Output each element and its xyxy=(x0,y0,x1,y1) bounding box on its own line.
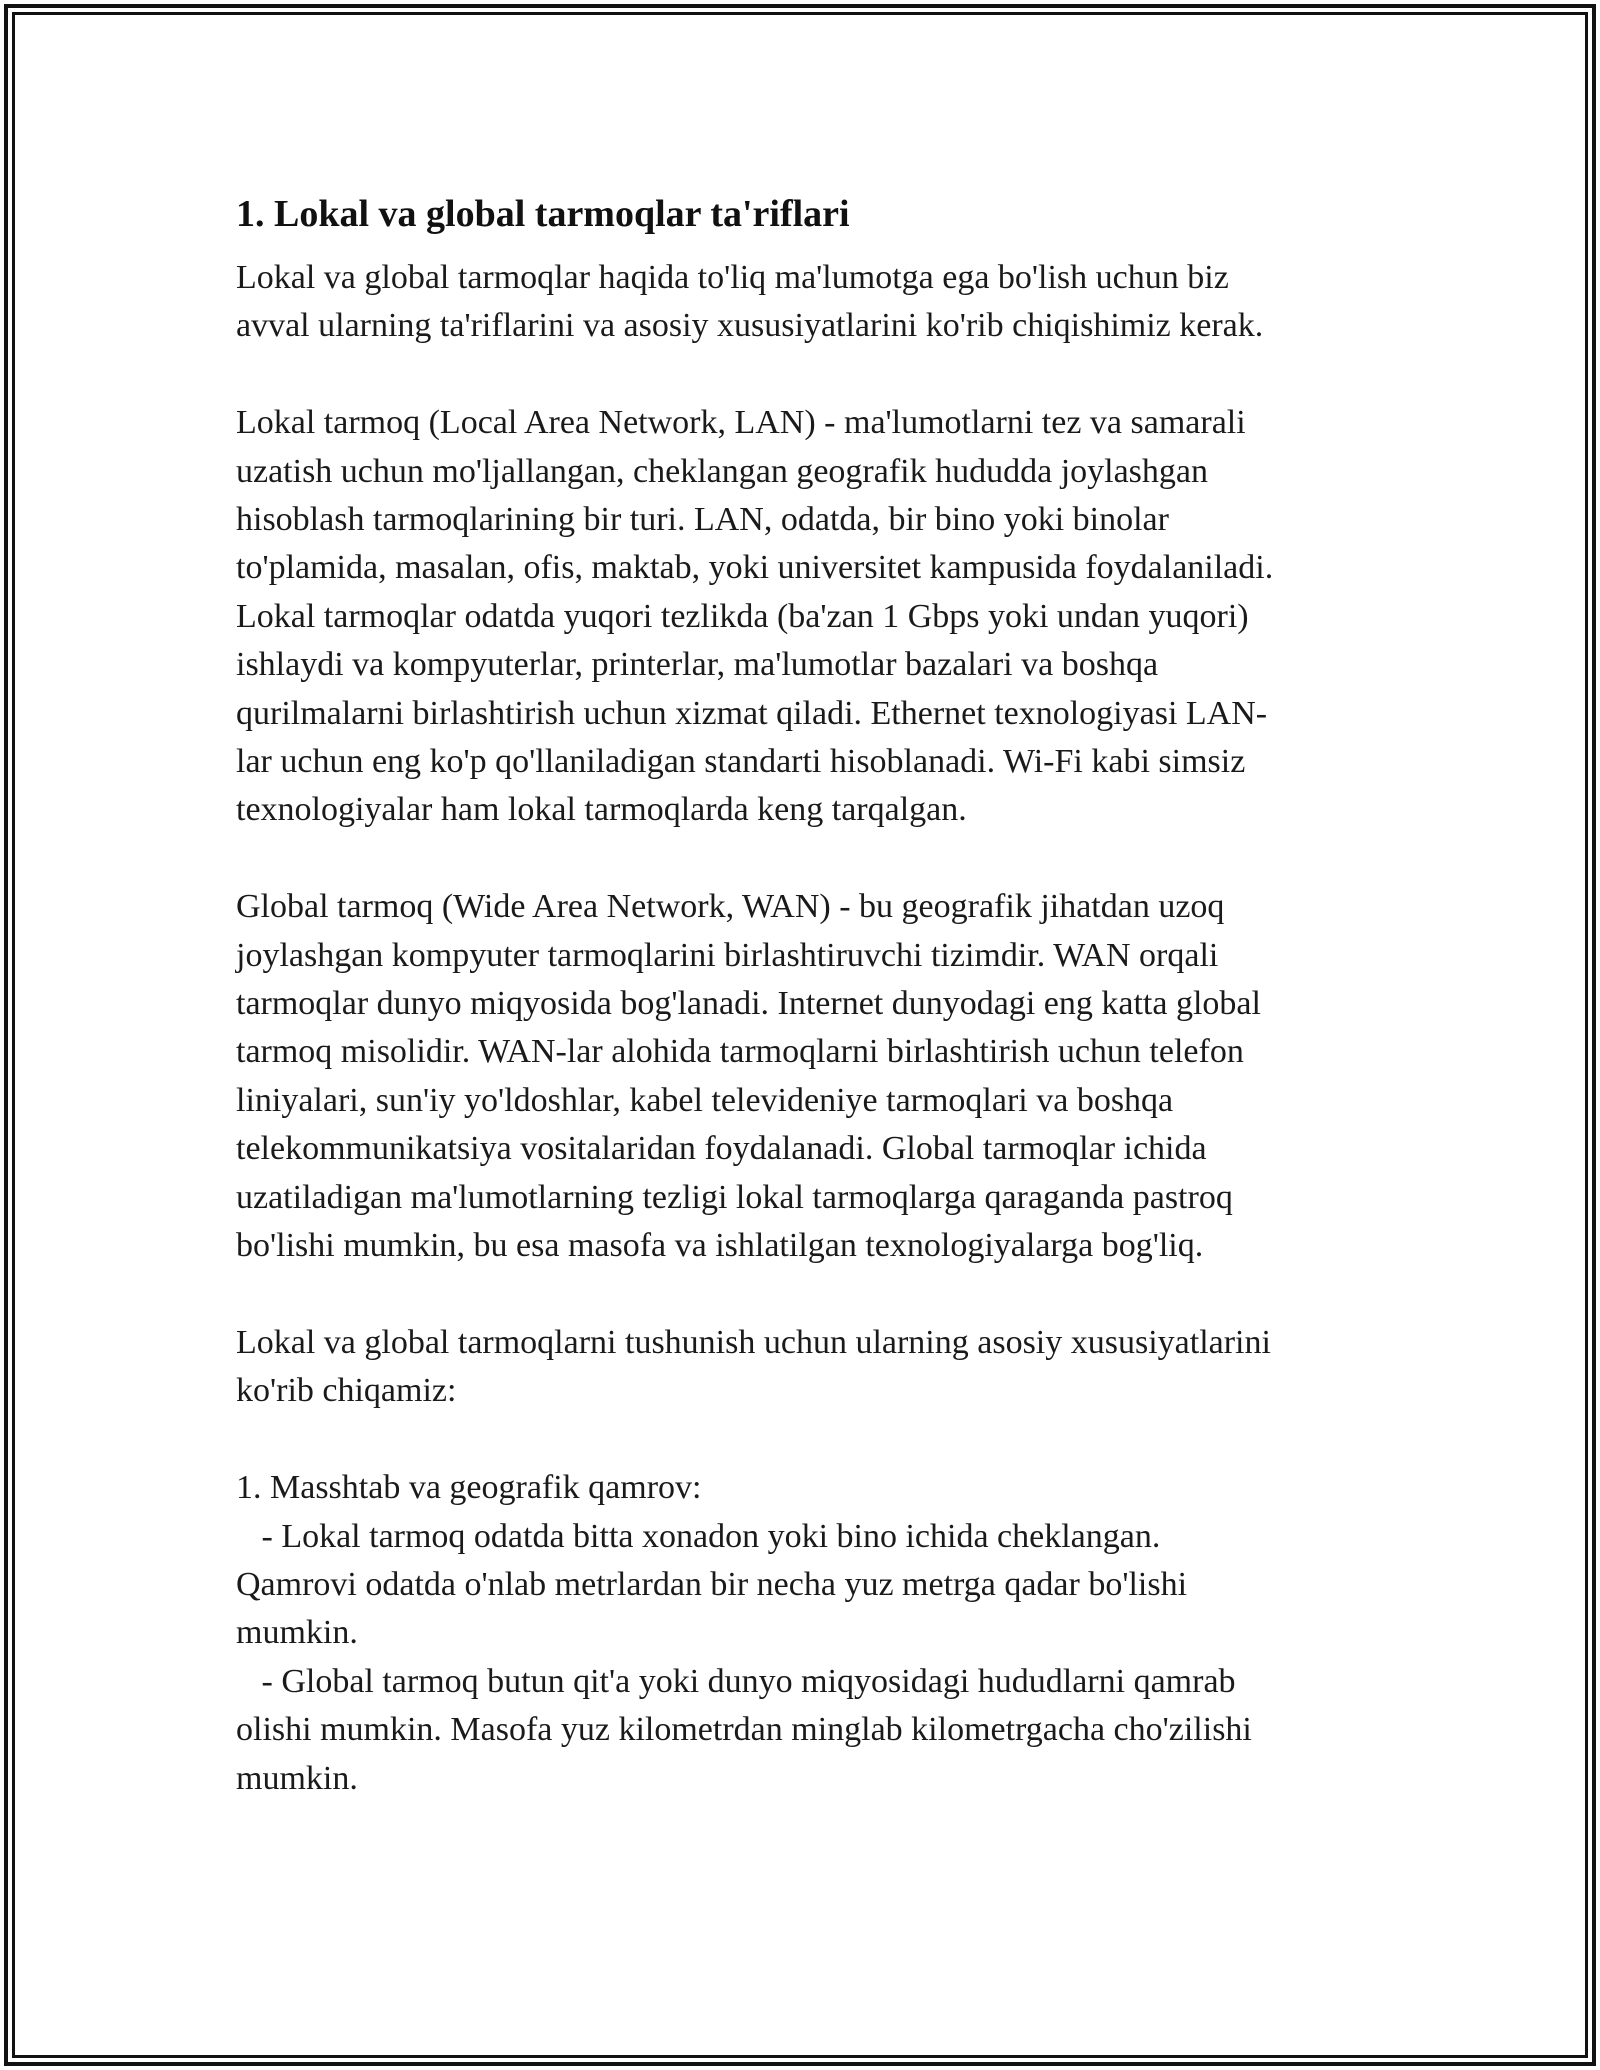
features-intro-paragraph: Lokal va global tarmoqlarni tushunish uchun ularning asosiy xususiyatlarini ko'rib chiqamiz: xyxy=(236,1323,1271,1410)
paragraph-spacer xyxy=(236,351,1366,399)
lan-definition-paragraph: Lokal tarmoq (Local Area Network, LAN) - ma'lumotlarni tez va samarali uzatish uchun mo'ljallangan, cheklangan geografik hududda joylashgan hisoblash tarmoqlarining bir turi. LAN, odatda, bir bino yoki binolar to'plamida, masalan, ofis, maktab, yoki universitet kampusida foydalaniladi. Lokal tarmoqlar odatda yuqori tezlikda (ba'zan 1 Gbps yoki undan yuqori) ishlaydi va kompyuterlar, printerlar, ma'lumotlar bazalari va boshqa qurilmalarni birlashtirish uchun xizmat qiladi. Ethernet texnologiyasi LAN- lar uchun eng ko'p qo'llaniladigan standarti hisoblanadi. Wi-Fi kabi simsiz texnologiyalar ham lokal tarmoqlarda keng tarqalgan. xyxy=(236,404,1274,829)
document-body xyxy=(236,186,1366,1803)
paragraph-spacer xyxy=(236,1416,1366,1464)
paragraph-spacer xyxy=(236,835,1366,883)
paragraph-spacer xyxy=(236,1271,1366,1319)
section-heading: 1. Lokal va global tarmoqlar ta'riflari xyxy=(236,193,850,235)
wan-definition-paragraph: Global tarmoq (Wide Area Network, WAN) - bu geografik jihatdan uzoq joylashgan kompyuter tarmoqlarini birlashtiruvchi tizimdir. WAN orqali tarmoqlar dunyo miqyosida bog'lanadi. Internet dunyodagi eng katta global tarmoq misolidir. WAN-lar alohida tarmoqlarni birlashtirish uchun telefon liniyalari, sun'iy yo'ldoshlar, kabel televideniye tarmoqlari va boshqa telekommunikatsiya vositalaridan foydalanadi. Global tarmoqlar ichida uzatiladigan ma'lumotlarning tezligi lokal tarmoqlarga qaraganda pastroq bo'lishi mumkin, bu esa masofa va ishlatilgan texnologiyalarga bog'liq. xyxy=(236,888,1261,1265)
intro-paragraph: Lokal va global tarmoqlar haqida to'liq ma'lumotga ega bo'lish uchun biz avval ularning ta'riflarini va asosiy xususiyatlarini ko'rib chiqishimiz kerak. xyxy=(236,259,1264,345)
scale-list-item: 1. Masshtab va geografik qamrov: - Lokal tarmoq odatda bitta xonadon yoki bino ichida cheklangan. Qamrovi odatda o'nlab metrlardan bir necha yuz metrga qadar bo'lishi mumkin. - Global tarmoq butun qit'a yoki dunyo miqyosidagi hududlarni qamrab olishi mumkin. Masofa yuz kilometrdan minglab kilometrgacha cho'zilishi mumkin. xyxy=(236,1469,1252,1797)
